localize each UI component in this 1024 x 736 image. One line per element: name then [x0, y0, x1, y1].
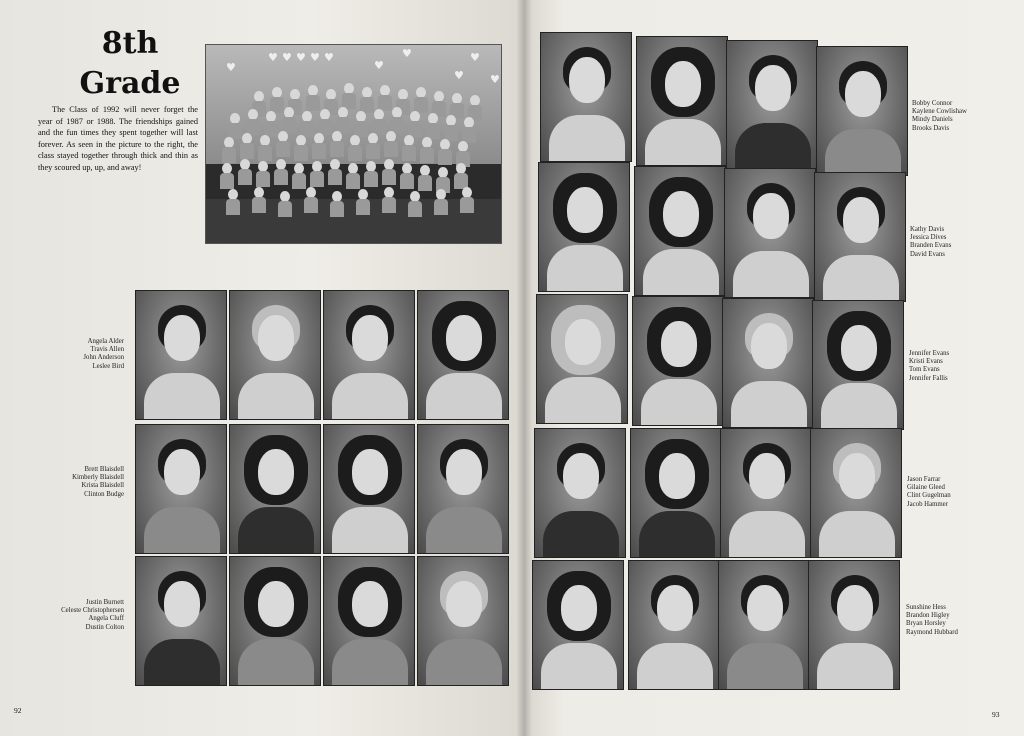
student-portrait — [632, 296, 724, 426]
name-list-row-1 — [912, 100, 1012, 133]
heart-icon: ♥ — [374, 59, 384, 72]
page-number: 92 — [14, 706, 22, 715]
student-portrait — [540, 32, 632, 162]
name-list-row-3 — [10, 599, 124, 632]
student-name: Kimberly Blaisdell — [72, 474, 124, 482]
student-name: Tom Evans — [909, 366, 940, 374]
name-list-row-1 — [10, 338, 124, 371]
student-portrait — [810, 428, 902, 558]
student-name: Branden Evans — [910, 242, 952, 250]
student-crowd — [218, 83, 492, 233]
student-name: Celeste Christophersen — [61, 607, 124, 615]
heart-icon: ♥ — [296, 51, 306, 64]
student-portrait — [532, 560, 624, 690]
heart-icon: ♥ — [470, 51, 480, 64]
student-name: Krista Blaisdell — [81, 482, 124, 490]
student-portrait — [417, 290, 509, 420]
student-name: Justin Burnett — [86, 599, 124, 606]
student-portrait — [814, 172, 906, 302]
title-line-2: Grade — [79, 66, 181, 101]
student-name: Jessica Dives — [910, 234, 947, 242]
student-portrait — [816, 46, 908, 176]
student-portrait — [726, 40, 818, 170]
student-portrait — [718, 560, 810, 690]
student-portrait — [323, 290, 415, 420]
student-name: Angela Alder — [87, 338, 124, 345]
name-list-row-4 — [907, 476, 1007, 509]
name-list-row-2 — [910, 226, 1010, 259]
student-name: David Evans — [910, 250, 945, 258]
heart-icon: ♥ — [268, 51, 278, 64]
student-portrait — [720, 428, 812, 558]
heart-icon: ♥ — [490, 73, 500, 86]
book-gutter — [516, 0, 532, 736]
page-title — [70, 24, 190, 104]
page-number: 93 — [992, 710, 1000, 719]
student-portrait — [812, 300, 904, 430]
student-portrait — [724, 168, 816, 298]
student-name: Bobby Connor — [912, 100, 953, 107]
intro-paragraph: The Class of 1992 will never forget the year of 1987 or 1988. The friendships gained and the fun times they spent together will last forever. As seen in the picture to the right, the class stayed together through thick and thin as they scoured up, up, and away! — [38, 105, 198, 172]
heart-icon: ♥ — [226, 61, 236, 74]
heart-icon: ♥ — [282, 51, 292, 64]
student-name: Clinton Budge — [84, 490, 124, 498]
student-name: Jennifer Fallis — [909, 374, 948, 382]
heart-icon: ♥ — [310, 51, 320, 64]
student-portrait — [135, 424, 227, 554]
student-portrait — [534, 428, 626, 558]
student-portrait — [323, 424, 415, 554]
student-portrait — [417, 424, 509, 554]
name-list-row-3 — [909, 350, 1009, 383]
student-portrait — [634, 166, 726, 296]
student-name: Sunshine Hess — [906, 604, 946, 611]
student-name: Kaylene Cowlishaw — [912, 108, 967, 116]
name-list-row-2 — [10, 466, 124, 499]
student-name: Mindy Daniels — [912, 116, 953, 124]
student-portrait — [636, 36, 728, 166]
student-name: Raymond Hubbard — [906, 628, 958, 636]
student-portrait — [538, 162, 630, 292]
student-name: Jennifer Evans — [909, 350, 950, 357]
heart-icon: ♥ — [402, 47, 412, 60]
student-portrait — [229, 424, 321, 554]
student-portrait — [135, 556, 227, 686]
student-portrait — [722, 298, 814, 428]
student-name: Dustin Colton — [85, 623, 124, 631]
student-name: Clint Gugelman — [907, 492, 951, 500]
class-group-photo — [205, 44, 502, 244]
student-name: Jacob Hammer — [907, 500, 948, 508]
student-name: Angela Cluff — [88, 615, 124, 623]
heart-icon: ♥ — [454, 69, 464, 82]
student-name: Jason Farrar — [907, 476, 941, 483]
student-portrait — [135, 290, 227, 420]
student-portrait — [628, 560, 720, 690]
heart-icon: ♥ — [324, 51, 334, 64]
student-name: Brandon Higley — [906, 612, 950, 620]
student-name: Travis Allen — [90, 346, 124, 354]
right-page — [524, 0, 1024, 736]
student-portrait — [229, 290, 321, 420]
student-portrait — [229, 556, 321, 686]
student-portrait — [630, 428, 722, 558]
student-portrait — [323, 556, 415, 686]
student-portrait — [808, 560, 900, 690]
student-name: John Anderson — [83, 354, 124, 362]
student-name: Brooks Davis — [912, 124, 950, 132]
student-name: Gilaine Gleed — [907, 484, 945, 492]
student-name: Kristi Evans — [909, 358, 943, 366]
student-portrait — [417, 556, 509, 686]
student-name: Kathy Davis — [910, 226, 945, 233]
name-list-row-5 — [906, 604, 1006, 637]
title-line-1: 8th — [101, 26, 159, 61]
student-name: Brett Blaisdell — [84, 466, 124, 473]
student-portrait — [536, 294, 628, 424]
student-name: Leslee Bird — [92, 362, 124, 370]
student-name: Bryan Horsley — [906, 620, 946, 628]
